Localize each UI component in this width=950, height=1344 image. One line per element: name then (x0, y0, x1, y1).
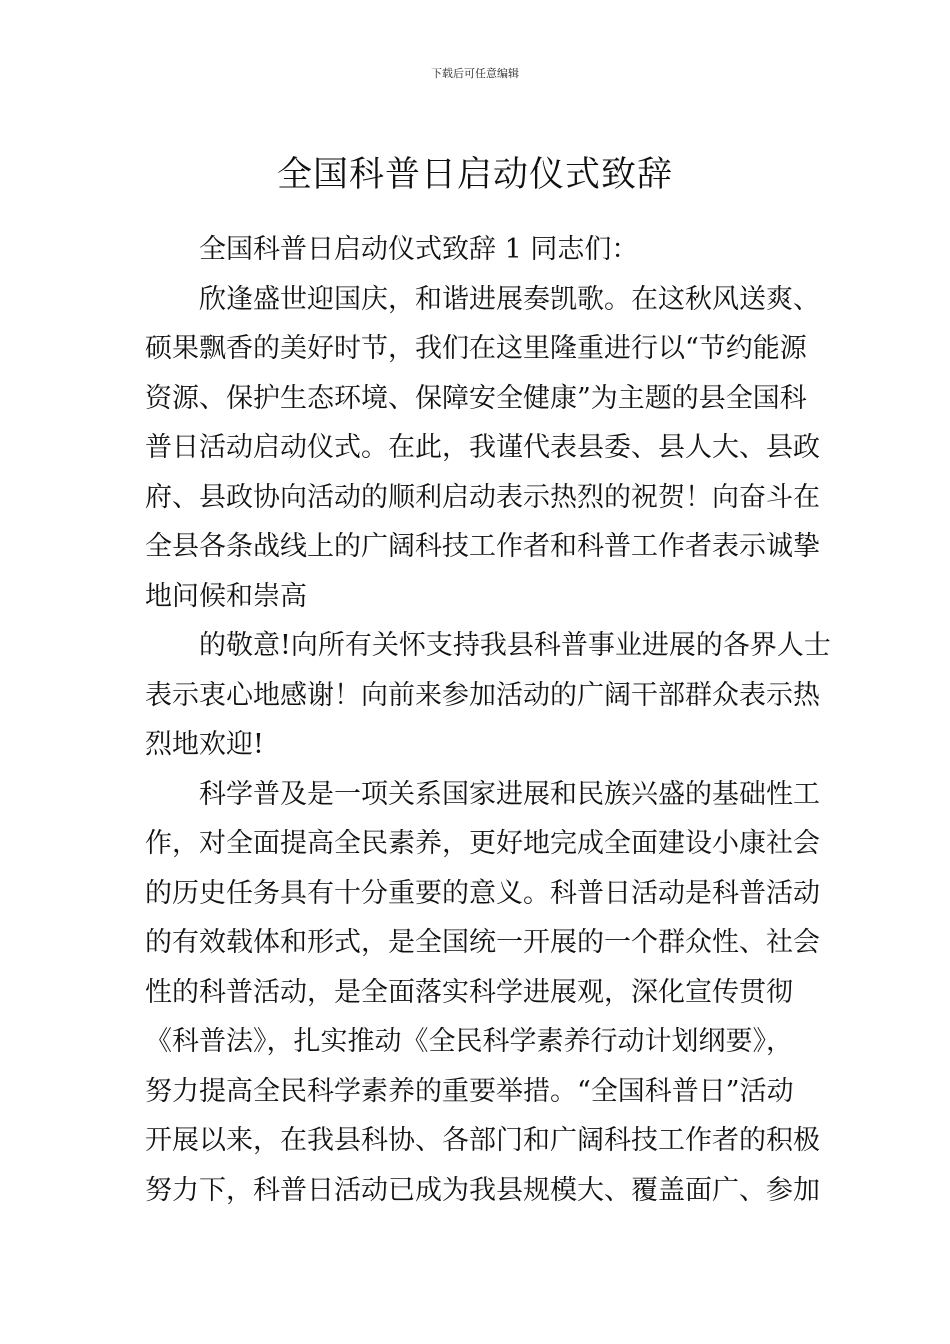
text-line: 《科普法》，扎实推动《全民科学素养行动计划纲要》， (145, 1026, 793, 1057)
text-line: 欣逢盛世迎国庆，和谐进展奏凯歌。在这秋风送爽、 (199, 283, 820, 315)
paragraph-3 (145, 770, 820, 1216)
text-line: 性的科普活动，是全面落实科学进展观，深化宣传贯彻 (145, 976, 793, 1008)
document-title: 全国科普日启动仪式致辞 (276, 155, 673, 196)
text-line: 地问候和崇高 (145, 580, 307, 612)
document-body (145, 225, 831, 1215)
text-line: 府、县政协向活动的顺利启动表示热烈的祝贺！向奋斗在 (145, 481, 820, 513)
text-line: 的敬意!向所有关怀支持我县科普事业进展的各界人士 (199, 630, 831, 661)
paragraph-2 (145, 621, 831, 770)
text-line: 努力提高全民科学素养的重要举措。“全国科普日”活动 (145, 1075, 794, 1107)
text-line: 表示衷心地感谢！向前来参加活动的广阔干部群众表示热 (145, 679, 820, 711)
text-line: 全县各条战线上的广阔科技工作者和科普工作者表示诚挚 (145, 531, 820, 562)
paragraph-1 (145, 275, 820, 622)
text-line: 开展以来，在我县科协、各部门和广阔科技工作者的积极 (145, 1125, 820, 1156)
text-line: 普日活动启动仪式。在此，我谨代表县委、县人大、县政 (145, 432, 820, 463)
text-line: 资源、保护生态环境、保障安全健康”为主题的县全国科 (145, 382, 807, 414)
text-line: 烈地欢迎! (145, 729, 264, 760)
paragraph-greeting (145, 225, 807, 275)
text-line: 全国科普日启动仪式致辞 1 同志们： (199, 234, 639, 265)
header-note: 下载后可任意编辑 (431, 67, 519, 80)
text-line: 努力下，科普日活动已成为我县规模大、覆盖面广、参加 (145, 1174, 820, 1206)
text-line: 科学普及是一项关系国家进展和民族兴盛的基础性工 (199, 778, 820, 810)
text-line: 的有效载体和形式，是全国统一开展的一个群众性、社会 (145, 927, 820, 958)
text-line: 硕果飘香的美好时节，我们在这里隆重进行以“节约能源 (145, 333, 807, 364)
text-line: 作，对全面提高全民素养，更好地完成全面建设小康社会 (145, 828, 820, 859)
text-line: 的历史任务具有十分重要的意义。科普日活动是科普活动 (145, 877, 820, 909)
